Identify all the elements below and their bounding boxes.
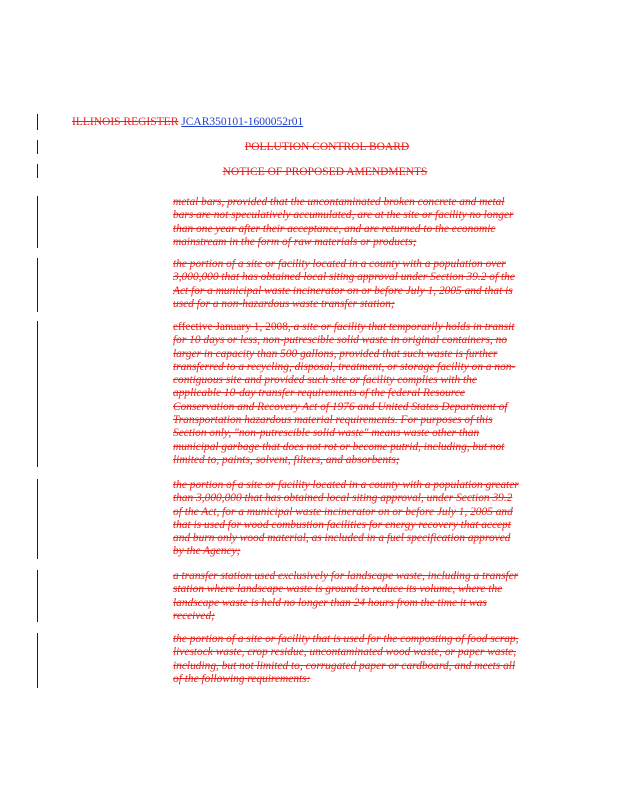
notice-heading: NOTICE OF PROPOSED AMENDMENTS <box>222 166 428 178</box>
effective-date-lead: effective January 1, 2008, <box>173 321 291 333</box>
agency-heading: POLLUTION CONTROL BOARD <box>244 141 410 153</box>
paragraph-landscape-waste: a transfer station used exclusively for landscape waste, including a transfer station where landscape waste is ground to reduce its volume, where the landscape waste is held no longer than 24 hours from the time it was received; <box>173 570 519 622</box>
change-bar-p6 <box>37 633 38 688</box>
paragraph-metal-bars: metal bars, provided that the uncontaminated broken concrete and metal bars are not speculatively accumulated, are at the site or facility no longer than one year after their acceptance, and are returned to the economic mainstream in the form of raw materials or products; <box>173 196 514 248</box>
change-bar-header <box>37 114 38 130</box>
paragraph-transit-holding <box>173 321 523 467</box>
register-title: ILLINOIS REGISTER <box>72 116 179 128</box>
paragraph-wood-combustion: the portion of a site or facility located in a county with a population greater than 3,000,000 that has obtained local siting approval, under Section 39.2 of the Act, for a municipal waste incinerator on or before July 1, 2005 and that is used for wood combustion facilities for energy recovery that accept and burn only wood material, as included in a fuel specification approved by the Agency; <box>173 479 519 558</box>
transit-holding-body: a site or facility that temporarily holds in transit for 10 days or less, non-putrescible solid waste in original containers, no larger in capacity than 500 gallons, provided that such waste is further transferred to a recycling, disposal, treatment, or storage facility on a non-contiguous site and provided such site or facility complies with the applicable 10-day transfer requirements of the federal Resource Conservation and Recovery Act of 1976 and United States Department of Transportation hazardous material requirements. For purposes of this Section only, "non-putrescible solid waste" means waste other than municipal garbage that does not rot or become putrid, including, but not limited to, paints, solvent, filters, and absorbents; <box>173 321 516 466</box>
change-bar-p1 <box>37 196 38 248</box>
register-header <box>72 116 303 128</box>
paragraph-transfer-station: the portion of a site or facility located in a county with a population over 3,000,000 that has obtained local siting approval under Section 39.2 of the Act for a municipal waste incinerator on or before July 1, 2005 and that is used for a non-hazardous waste transfer station; <box>173 258 515 310</box>
document-id: JCAR350101-1600052r01 <box>181 116 304 128</box>
change-bar-p2 <box>37 258 38 312</box>
paragraph-composting: the portion of a site or facility that is used for the composting of food scrap, livestock waste, crop residue, uncontaminated wood waste, or paper waste, including, but not limited to, corrugated paper or cardboard, and meets all of the following requirements: <box>173 633 519 685</box>
change-bar-p3 <box>37 321 38 467</box>
change-bar-p4 <box>37 479 38 559</box>
change-bar-p5 <box>37 570 38 622</box>
